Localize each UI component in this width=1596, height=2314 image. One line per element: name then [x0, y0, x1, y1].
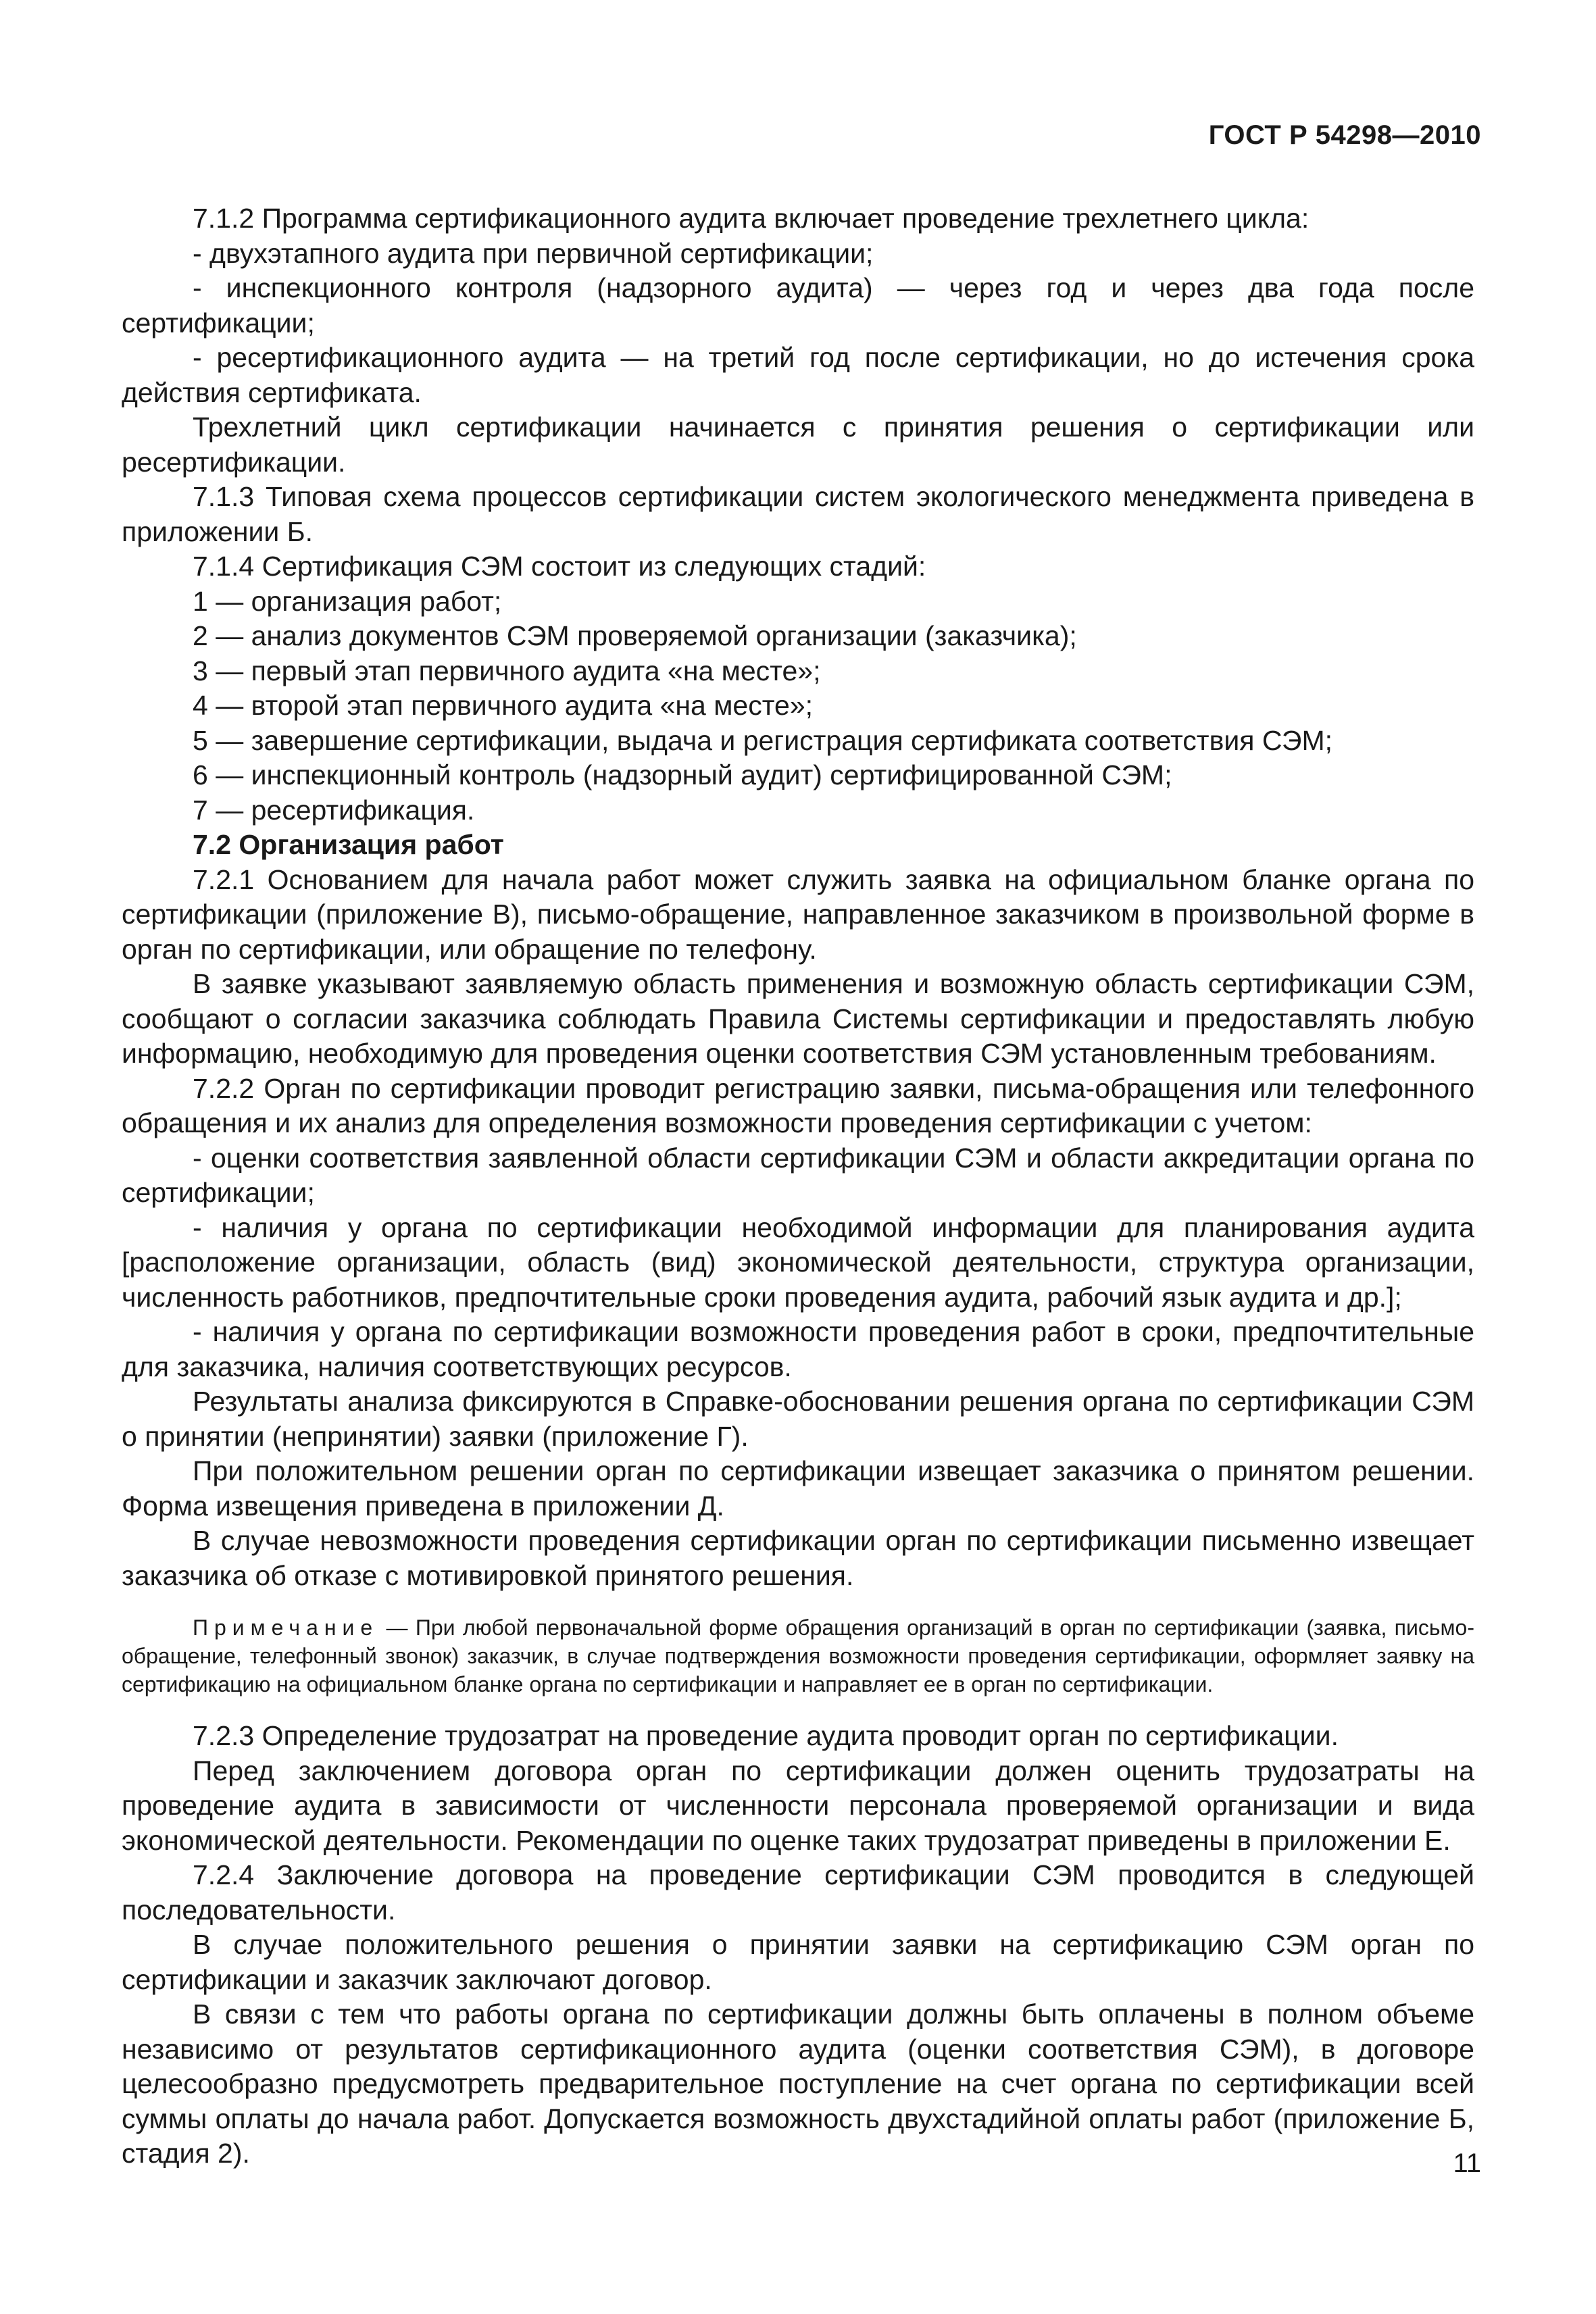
paragraph-7-2-1: 7.2.1 Основанием для начала работ может служить заявка на официальном бланке органа по сертификации (приложение В), письмо-обращение, направленное заказчиком в произвольной форме в орган по сертификации, или обращение по телефону.: [122, 863, 1474, 965]
document-body: [122, 201, 1474, 2171]
paragraph-three-year-cycle: Трехлетний цикл сертификации начинается с принятия решения о сертификации или ресертификации.: [122, 411, 1474, 478]
stage-item-6: 6 — инспекционный контроль (надзорный аудит) сертифицированной СЭМ;: [193, 759, 1172, 790]
paragraph-application-content: В заявке указывают заявляемую область применения и возможную область сертификации СЭМ, сообщают о согласии заказчика соблюдать Правила Системы сертификации и предоставлять любую информацию, необходимую для проведения оценки соответствия СЭМ установленным требованиям.: [122, 968, 1474, 1069]
list-item-resources: - наличия у органа по сертификации возможности проведения работ в сроки, предпочтительные для заказчика, наличия соответствующих ресурсов.: [122, 1316, 1474, 1382]
note-block: [122, 1613, 1474, 1699]
paragraph-7-2-2: 7.2.2 Орган по сертификации проводит регистрацию заявки, письма-обращения или телефонного обращения и их анализ для определения возможности проведения сертификации с учетом:: [122, 1072, 1474, 1138]
stage-item-5: 5 — завершение сертификации, выдача и регистрация сертификата соответствия СЭМ;: [193, 724, 1333, 756]
paragraph-7-1-2: 7.1.2 Программа сертификационного аудита включает проведение трехлетнего цикла:: [193, 203, 1310, 234]
list-item-inspection-control: - инспекционного контроля (надзорного аудита) — через год и через два года после сертификации;: [122, 272, 1474, 338]
paragraph-refusal: В случае невозможности проведения сертификации орган по сертификации письменно извещает заказчика об отказе с мотивировкой принятого решения.: [122, 1525, 1474, 1591]
note-text: — При любой первоначальной форме обращения организаций в орган по сертификации (заявка, письмо-обращение, телефонный звонок) заказчик, в случае подтверждения возможности проведения сертификации, оформляет заявку на сертификацию на официальном бланке органа по сертификации и направляет ее в орган по сертификации.: [122, 1615, 1474, 1696]
stage-item-3: 3 — первый этап первичного аудита «на месте»;: [193, 655, 821, 686]
section-title-7-2: 7.2 Организация работ: [193, 829, 504, 860]
stage-item-7: 7 — ресертификация.: [193, 794, 475, 826]
paragraph-payment-terms: В связи с тем что работы органа по сертификации должны быть оплачены в полном объеме независимо от результатов сертификационного аудита (оценки соответствия СЭМ), в договоре целесообразно предусмотреть предварительное поступление на счет органа по сертификации всей суммы оплаты до начала работ. Допускается возможность двухстадийной оплаты работ (приложение Б, стадия 2).: [122, 1998, 1474, 2169]
stage-item-4: 4 — второй этап первичного аудита «на месте»;: [193, 690, 814, 721]
paragraph-analysis-results: Результаты анализа фиксируются в Справке-обосновании решения органа по сертификации СЭМ о принятии (непринятии) заявки (приложение Г).: [122, 1386, 1474, 1452]
note-label: Примечание: [193, 1615, 379, 1640]
document-code-header: ГОСТ Р 54298—2010: [1208, 120, 1481, 150]
paragraph-contract-conclusion: В случае положительного решения о принятии заявки на сертификацию СЭМ орган по сертификации и заказчик заключают договор.: [122, 1929, 1474, 1995]
list-item-two-stage-audit: - двухэтапного аудита при первичной сертификации;: [193, 237, 874, 269]
list-item-recertification-audit: - ресертификационного аудита — на третий год после сертификации, но до истечения срока действия сертификата.: [122, 342, 1474, 408]
paragraph-7-2-4: 7.2.4 Заключение договора на проведение сертификации СЭМ проводится в следующей последовательности.: [122, 1859, 1474, 1926]
paragraph-7-1-4: 7.1.4 Сертификация СЭМ состоит из следующих стадий:: [193, 551, 926, 582]
paragraph-7-1-3: 7.1.3 Типовая схема процессов сертификации систем экологического менеджмента приведена в приложении Б.: [122, 481, 1474, 547]
page-number: 11: [1453, 2148, 1481, 2178]
stage-item-2: 2 — анализ документов СЭМ проверяемой организации (заказчика);: [193, 620, 1077, 651]
list-item-scope-assessment: - оценки соответствия заявленной области сертификации СЭМ и области аккредитации органа по сертификации;: [122, 1142, 1474, 1208]
list-item-planning-information: - наличия у органа по сертификации необходимой информации для планирования аудита [расположение организации, область (вид) экономической деятельности, структура организации, численность работников, предпочтительные сроки проведения аудита, рабочий язык аудита и др.];: [122, 1211, 1474, 1313]
paragraph-7-2-3: 7.2.3 Определение трудозатрат на проведение аудита проводит орган по сертификации.: [193, 1720, 1339, 1751]
stage-item-1: 1 — организация работ;: [193, 585, 502, 617]
paragraph-positive-decision: При положительном решении орган по сертификации извещает заказчика о принятом решении. Форма извещения приведена в приложении Д.: [122, 1455, 1474, 1521]
paragraph-labor-estimate: Перед заключением договора орган по сертификации должен оценить трудозатраты на проведение аудита в зависимости от численности персонала проверяемой организации и вида экономической деятельности. Рекомендации по оценке таких трудозатрат приведены в приложении Е.: [122, 1755, 1474, 1856]
